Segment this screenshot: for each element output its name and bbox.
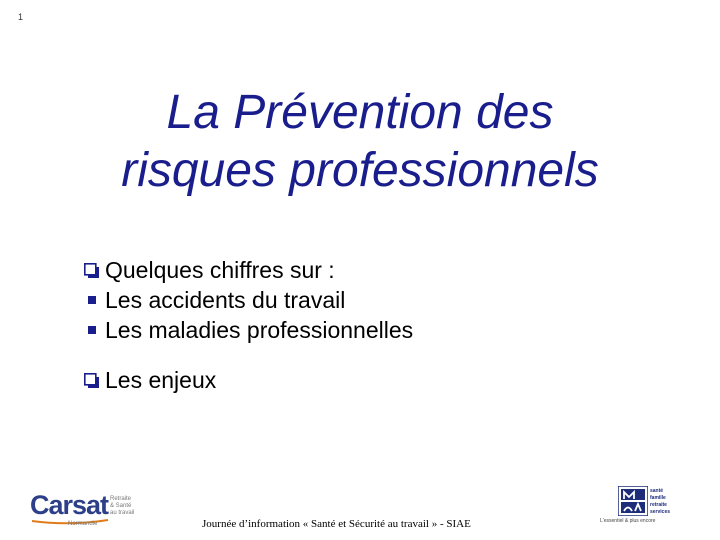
sub-bullet-item bbox=[84, 315, 413, 345]
title-line-1: La Prévention des bbox=[166, 86, 554, 139]
footer-text: Journée d’information « Santé et Sécurité au travail » - SIAE bbox=[202, 518, 471, 530]
carsat-region: Normandie bbox=[68, 521, 98, 527]
title-line-2: risques professionnels bbox=[121, 144, 599, 197]
bullet-text: Les enjeux bbox=[105, 366, 217, 393]
msa-side-text: santé famille retraite services bbox=[650, 488, 671, 515]
msa-mark-icon bbox=[618, 486, 648, 516]
sub-bullet-text: Les maladies professionnelles bbox=[105, 316, 414, 343]
checkbox-bullet-icon bbox=[84, 263, 99, 278]
square-bullet-icon bbox=[88, 326, 96, 334]
msa-tagline: L'essentiel & plus encore bbox=[600, 518, 656, 524]
sub-bullet-item bbox=[84, 285, 413, 315]
bullet-item bbox=[84, 365, 413, 395]
carsat-side-text: Retraite & Santé au travail bbox=[110, 496, 135, 516]
bullet-list bbox=[84, 255, 413, 395]
msa-logo bbox=[596, 486, 686, 530]
carsat-logo bbox=[30, 490, 140, 530]
slide-number: 1 bbox=[18, 12, 24, 22]
checkbox-bullet-icon bbox=[84, 373, 99, 388]
carsat-wordmark: Carsat bbox=[30, 490, 109, 520]
sub-bullet-text: Les accidents du travail bbox=[105, 286, 346, 313]
bullet-text: Quelques chiffres sur : bbox=[105, 256, 335, 283]
slide-title bbox=[0, 84, 720, 200]
square-bullet-icon bbox=[88, 296, 96, 304]
bullet-item bbox=[84, 255, 413, 285]
